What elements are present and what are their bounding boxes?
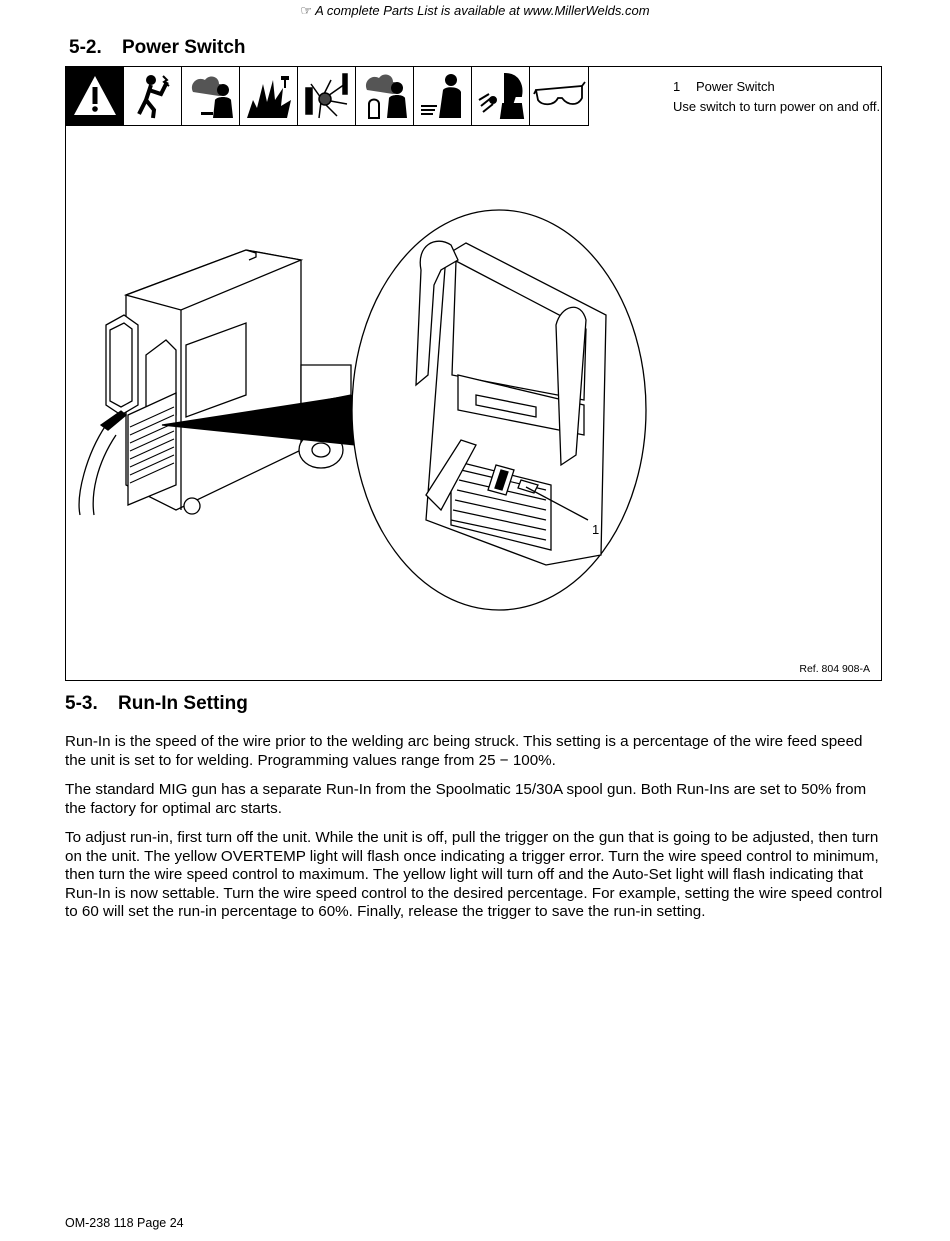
section-title: Run-In Setting: [118, 693, 248, 714]
section-number: 5-2.: [69, 37, 102, 58]
figure-reference: Ref. 804 908-A: [799, 663, 870, 675]
paragraph: To adjust run-in, first turn off the unit. While the unit is off, pull the trigger on the gun that is going to be adjusted, then turn on the unit. The yellow OVERTEMP light will flash once indicating a trigger error. Turn the wire speed control to minimum, then turn the wire speed control to maximum. The yellow light will turn off and the Auto-Set light will flash indicating that Run-In is now settable. Turn the wire speed control to the desired percentage. For example, setting the wire speed control to 60 will set the run-in percentage to 60%. Finally, release the trigger to save the run-in setting.: [65, 829, 883, 920]
paragraph: Run-In is the speed of the wire prior to the welding arc being struck. This setting is a percentage of the wire feed speed the unit is set to for welding. Programming values range from 25 − 100%.: [65, 733, 863, 769]
paragraph: The standard MIG gun has a separate Run-In from the Spoolmatic 15/30A spool gun. Both Run-Ins are set to 50% from the factory for optimal arc starts.: [65, 781, 867, 817]
section-heading-power-switch: [69, 37, 246, 59]
gas-cylinder-fumes-icon: [356, 67, 414, 125]
page-footer: OM-238 118 Page 24: [65, 1216, 184, 1230]
figure-callout-number: 1: [592, 522, 600, 537]
callout-power-switch: [673, 77, 880, 117]
parts-list-note: [0, 3, 950, 19]
warning-triangle-icon: [66, 67, 124, 125]
section-title: Power Switch: [122, 37, 246, 58]
section-heading-run-in: [65, 693, 248, 715]
callout-number: 1: [673, 79, 681, 94]
pointing-hand-icon: ☞: [300, 3, 313, 18]
section-number: 5-3.: [65, 693, 98, 714]
callout-description: Use switch to turn power on and off.: [673, 99, 881, 114]
hazard-icon-strip: [66, 67, 589, 126]
fumes-icon: [182, 67, 240, 125]
parts-list-note-text: A complete Parts List is available at www.MillerWelds.com: [315, 3, 650, 18]
hot-parts-icon: [414, 67, 472, 125]
fire-explosion-icon: [240, 67, 298, 125]
callout-label: Power Switch: [696, 79, 775, 94]
welder-power-switch-illustration: [66, 125, 881, 680]
flying-sparks-icon: [298, 67, 356, 125]
arc-rays-icon: [472, 67, 530, 125]
safety-glasses-icon: [530, 67, 588, 125]
run-in-body: [65, 733, 885, 933]
power-switch-figure: [65, 66, 882, 681]
electric-shock-icon: [124, 67, 182, 125]
